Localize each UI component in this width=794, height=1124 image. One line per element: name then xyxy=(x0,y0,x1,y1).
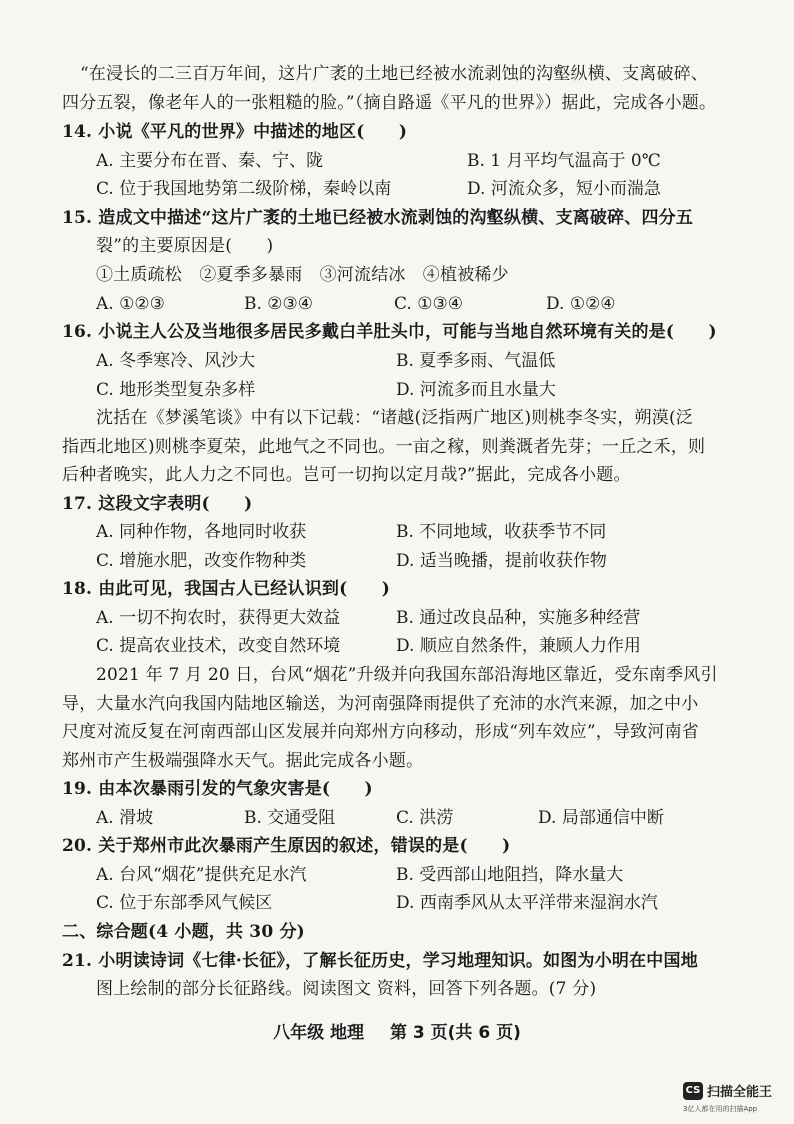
q18-option-a: A. 一切不拘农时，获得更大效益 xyxy=(96,608,341,628)
q15-stem-line1: 15. 造成文中描述“这片广袤的土地已经被水流剥蚀的沟壑纵横、支离破碎、四分五 xyxy=(62,208,694,228)
q19-stem: 19. 由本次暴雨引发的气象灾害是( ) xyxy=(62,779,373,799)
passage1-line2: 四分五裂，像老年人的一张粗糙的脸。”（摘自路遥《平凡的世界》）据此，完成各小题。 xyxy=(62,93,717,113)
footer-page-number: 第 3 页(共 6 页) xyxy=(389,1023,521,1043)
q17-option-d: D. 适当晚播，提前收获作物 xyxy=(396,551,607,571)
watermark-subtitle: 3亿人都在用的扫描App xyxy=(683,1105,758,1113)
q15-stem-line2: 裂”的主要原因是( ) xyxy=(96,236,274,256)
q14-stem: 14. 小说《平凡的世界》中描述的地区( ) xyxy=(62,122,408,142)
scanner-watermark xyxy=(683,1080,789,1120)
passage2-line3: 后种者晚实，此人力之不同也。岂可一切拘以定月哉?”据此，完成各小题。 xyxy=(62,465,631,485)
q18-option-b: B. 通过改良品种，实施多种经营 xyxy=(396,608,641,628)
q14-option-c: C. 位于我国地势第二级阶梯，秦岭以南 xyxy=(96,179,392,199)
q14-option-d: D. 河流众多，短小而湍急 xyxy=(467,179,661,199)
passage3-line3: 尺度对流反复在河南西部山区发展并向郑州方向移动，形成“列车效应”，导致河南省 xyxy=(62,722,699,742)
page-footer xyxy=(0,1018,794,1043)
q17-option-b: B. 不同地域，收获季节不同 xyxy=(396,522,607,542)
q17-stem: 17. 这段文字表明( ) xyxy=(62,494,253,514)
watermark-title: 扫描全能王 xyxy=(707,1085,773,1100)
q15-option-c: C. ①③④ xyxy=(394,294,463,314)
q19-option-c: C. 洪涝 xyxy=(396,808,454,828)
passage1-line1: “在浸长的二三百万年间，这片广袤的土地已经被水流剥蚀的沟壑纵横、支离破碎、 xyxy=(80,64,709,84)
q16-option-b: B. 夏季多雨、气温低 xyxy=(396,351,556,371)
q14-option-a: A. 主要分布在晋、秦、宁、陇 xyxy=(96,151,324,171)
passage2-line1: 沈括在《梦溪笔谈》中有以下记载：“诸越(泛指两广地区)则桃李冬实，朔漠(泛 xyxy=(96,408,693,428)
q20-option-b: B. 受西部山地阻挡，降水量大 xyxy=(396,865,624,885)
q20-option-d: D. 西南季风从太平洋带来湿润水汽 xyxy=(396,893,658,913)
q16-stem: 16. 小说主人公及当地很多居民多戴白羊肚头巾，可能与当地自然环境有关的是( ) xyxy=(62,322,717,342)
q19-option-b: B. 交通受阻 xyxy=(244,808,336,828)
q20-stem: 20. 关于郑州市此次暴雨产生原因的叙述，错误的是( ) xyxy=(62,836,511,856)
passage2-line2: 指西北地区)则桃李夏荣，此地气之不同也。一亩之稼，则粪溉者先芽；一丘之禾，则 xyxy=(62,437,706,457)
q15-option-a: A. ①②③ xyxy=(96,294,165,314)
q19-option-a: A. 滑坡 xyxy=(96,808,154,828)
q17-option-c: C. 增施水肥，改变作物种类 xyxy=(96,551,307,571)
passage3-line1: 2021 年 7 月 20 日，台风“烟花”升级并向我国东部沿海地区靠近，受东南季风引 xyxy=(96,665,718,685)
passage3-line4: 郑州市产生极端强降水天气。据此完成各小题。 xyxy=(62,751,424,771)
q17-option-a: A. 同种作物，各地同时收获 xyxy=(96,522,307,542)
q16-option-a: A. 冬季寒冷、风沙大 xyxy=(96,351,256,371)
section-heading: 二、综合题(4 小题，共 30 分) xyxy=(62,922,305,942)
q20-option-c: C. 位于东部季风气候区 xyxy=(96,893,273,913)
passage3-line2: 导，大量水汽向我国内陆地区输送，为河南强降雨提供了充沛的水汽来源，加之中小 xyxy=(62,694,699,714)
q18-option-c: C. 提高农业技术，改变自然环境 xyxy=(96,636,341,656)
q15-items: ①土质疏松 ②夏季多暴雨 ③河流结冰 ④植被稀少 xyxy=(96,265,509,285)
footer-grade-subject: 八年级 地理 xyxy=(273,1023,365,1043)
q21-line1: 21. 小明读诗词《七律·长征》，了解长征历史，学习地理知识。如图为小明在中国地 xyxy=(62,951,698,971)
q18-option-d: D. 顺应自然条件，兼顾人力作用 xyxy=(396,636,641,656)
q14-option-b: B. 1 月平均气温高于 0℃ xyxy=(467,151,661,171)
q15-option-d: D. ①②④ xyxy=(546,294,616,314)
q20-option-a: A. 台风“烟花”提供充足水汽 xyxy=(96,865,307,885)
camscanner-logo-icon: CS xyxy=(683,1082,703,1100)
q21-line2: 图上绘制的部分长征路线。阅读图文 资料，回答下列各题。(7 分) xyxy=(96,979,597,999)
q16-option-c: C. 地形类型复杂多样 xyxy=(96,380,256,400)
q16-option-d: D. 河流多而且水量大 xyxy=(396,380,556,400)
q19-option-d: D. 局部通信中断 xyxy=(538,808,664,828)
q15-option-b: B. ②③④ xyxy=(244,294,314,314)
q18-stem: 18. 由此可见，我国古人已经认识到( ) xyxy=(62,579,390,599)
